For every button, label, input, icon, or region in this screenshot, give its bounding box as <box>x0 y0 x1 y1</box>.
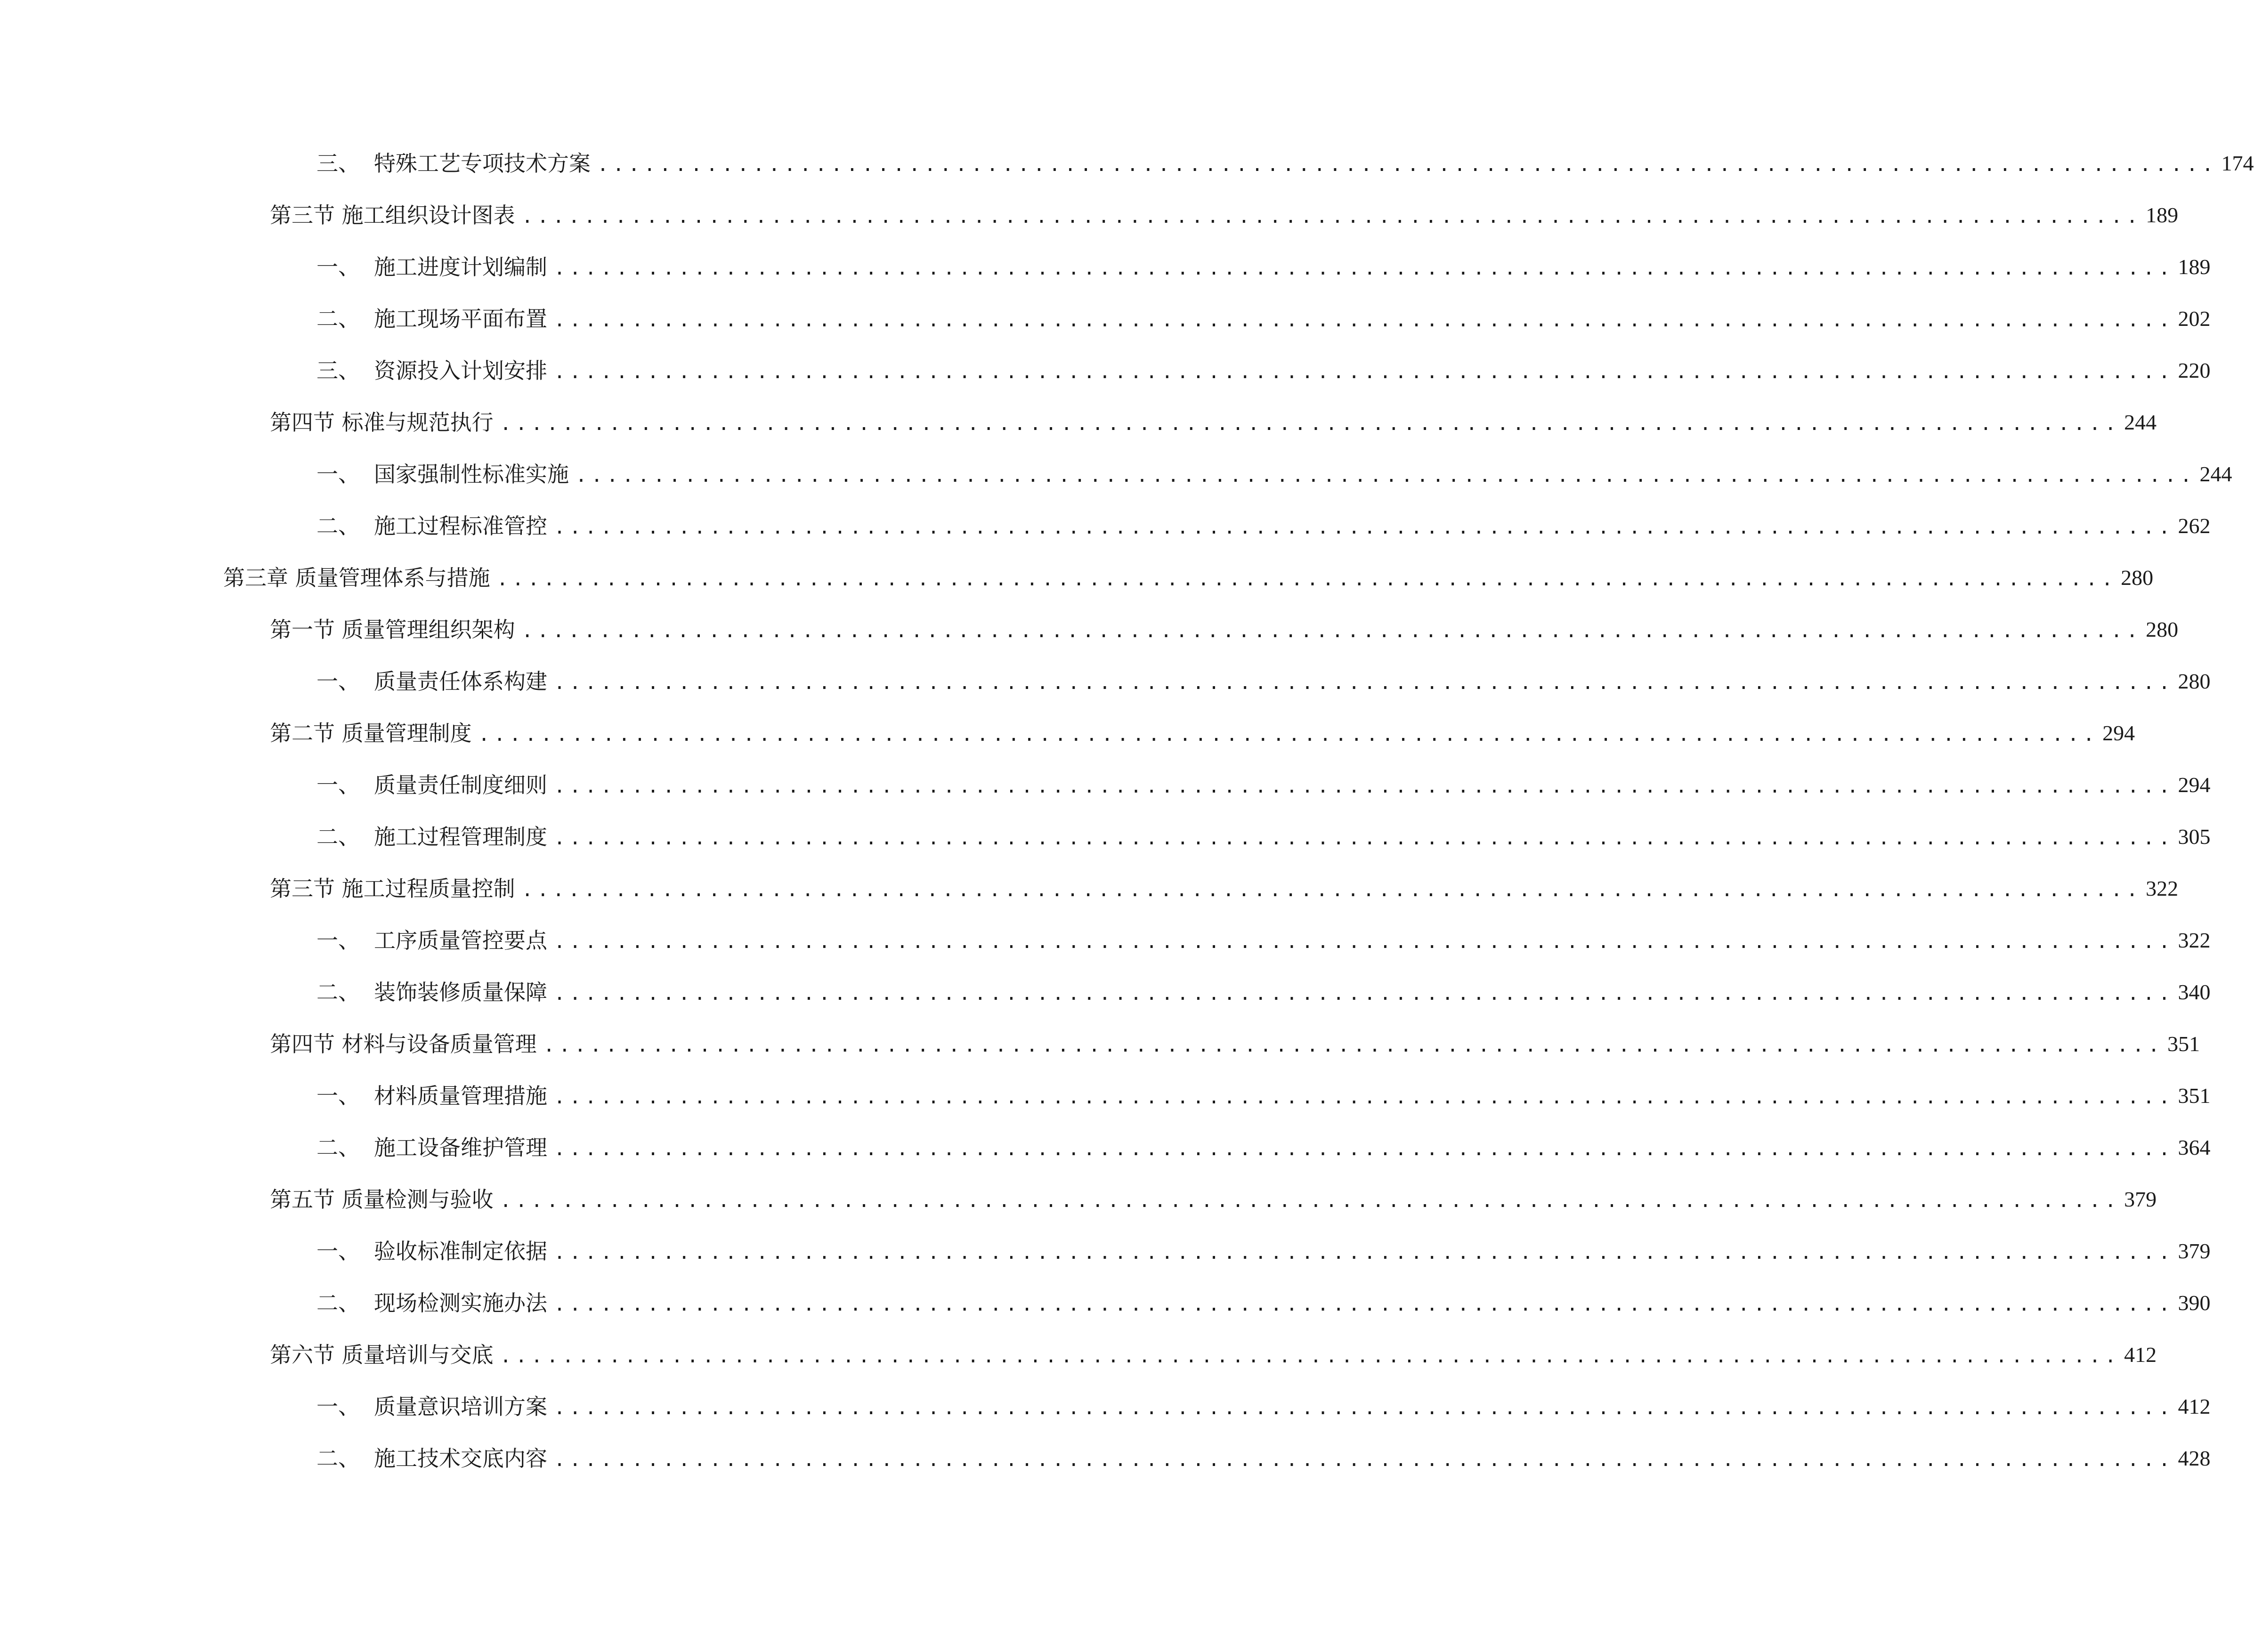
toc-entry[interactable] <box>270 862 2179 901</box>
toc-entry[interactable] <box>270 603 2179 642</box>
toc-number: 二、 <box>316 1290 360 1316</box>
dot-leader: ........................................................................................................ <box>554 672 2174 694</box>
toc-number: 第四节 <box>270 1031 335 1057</box>
toc-entry[interactable] <box>316 1121 2211 1160</box>
toc-number: 第六节 <box>270 1342 335 1368</box>
dot-leader: ........................................................................................................ <box>554 1086 2174 1108</box>
toc-number: 二、 <box>316 824 360 850</box>
toc-number: 二、 <box>316 306 360 332</box>
toc-title: 验收标准制定依据 <box>374 1239 547 1264</box>
toc-entry[interactable] <box>270 1328 2157 1368</box>
toc-number: 一、 <box>316 1083 360 1109</box>
toc-title: 资源投入计划安排 <box>374 358 547 383</box>
toc-page-number: 351 <box>2178 1084 2211 1108</box>
toc-title: 施工现场平面布置 <box>374 306 547 332</box>
toc-title: 特殊工艺专项技术方案 <box>374 151 591 176</box>
toc-entry[interactable] <box>316 1380 2211 1419</box>
dot-leader: ........................................................................................................ <box>496 568 2117 590</box>
dot-leader: ........................................................................................................ <box>576 465 2196 486</box>
toc-gap <box>335 1033 342 1055</box>
toc-title: 工序质量管控要点 <box>374 928 547 953</box>
toc-title: 质量检测与验收 <box>341 1187 494 1212</box>
toc-page-number: 412 <box>2178 1394 2211 1418</box>
toc-page-number: 379 <box>2178 1239 2211 1263</box>
dot-leader: ........................................................................................................ <box>500 1190 2121 1212</box>
toc-number: 二、 <box>316 980 360 1005</box>
toc-page-number: 294 <box>2178 773 2211 797</box>
toc-number: 一、 <box>316 1394 360 1419</box>
toc-gap <box>335 619 342 640</box>
toc-page-number: 294 <box>2102 721 2135 745</box>
toc-entry[interactable] <box>223 551 2154 591</box>
toc-entry[interactable] <box>316 344 2211 383</box>
dot-leader: ........................................................................................................ <box>554 1449 2174 1471</box>
dot-leader: ........................................................................................................ <box>597 154 2218 176</box>
toc-number: 二、 <box>316 513 360 539</box>
toc-entry[interactable] <box>316 810 2211 850</box>
dot-leader: ........................................................................................................ <box>521 206 2142 227</box>
toc-number: 第三章 <box>223 565 288 591</box>
toc-gap <box>335 1189 342 1210</box>
toc-entry[interactable] <box>316 1069 2211 1109</box>
toc-entry[interactable] <box>316 240 2211 280</box>
toc-page-number: 280 <box>2146 617 2179 641</box>
toc-entry[interactable] <box>316 914 2211 953</box>
dot-leader: ........................................................................................................ <box>554 776 2174 797</box>
toc-page-number: 174 <box>2221 151 2254 175</box>
dot-leader: ........................................................................................................ <box>554 361 2174 383</box>
dot-leader: ........................................................................................................ <box>543 1035 2164 1056</box>
toc-entry[interactable] <box>270 706 2135 746</box>
dot-leader: ........................................................................................................ <box>554 1242 2174 1263</box>
toc-number: 一、 <box>316 462 360 487</box>
dot-leader: ........................................................................................................ <box>478 724 2099 745</box>
dot-leader: ........................................................................................................ <box>521 620 2142 642</box>
toc-title: 施工组织设计图表 <box>341 202 515 228</box>
toc-page-number: 220 <box>2178 358 2211 382</box>
toc-page-number: 322 <box>2146 876 2179 900</box>
dot-leader: ........................................................................................................ <box>554 931 2174 953</box>
toc-page-number: 390 <box>2178 1291 2211 1315</box>
toc-page-number: 202 <box>2178 307 2211 331</box>
toc-number: 二、 <box>316 1135 360 1160</box>
toc-page-number: 189 <box>2178 255 2211 279</box>
toc-entry[interactable] <box>316 137 2254 176</box>
toc-title: 标准与规范执行 <box>341 410 494 435</box>
toc-gap <box>335 204 342 226</box>
toc-gap <box>288 567 295 589</box>
dot-leader: ........................................................................................................ <box>554 258 2174 279</box>
toc-page-number: 244 <box>2124 410 2157 434</box>
toc-page-number: 428 <box>2178 1446 2211 1470</box>
toc-page-number: 305 <box>2178 825 2211 849</box>
toc-entry[interactable] <box>316 1276 2211 1316</box>
toc-number: 一、 <box>316 928 360 953</box>
dot-leader: ........................................................................................................ <box>554 1138 2174 1160</box>
toc-number: 第二节 <box>270 721 335 746</box>
toc-entry[interactable] <box>316 1224 2211 1264</box>
toc-page-number: 244 <box>2199 462 2232 486</box>
toc-entry[interactable] <box>316 292 2211 332</box>
toc-gap <box>335 412 342 433</box>
toc-title: 施工过程管理制度 <box>374 824 547 850</box>
dot-leader: ........................................................................................................ <box>554 309 2174 331</box>
toc-number: 三、 <box>316 358 360 383</box>
toc-title: 质量责任体系构建 <box>374 669 547 694</box>
toc-entry[interactable] <box>270 396 2157 435</box>
toc-number: 三、 <box>316 151 360 176</box>
toc-title: 现场检测实施办法 <box>374 1290 547 1316</box>
toc-title: 质量责任制度细则 <box>374 772 547 798</box>
dot-leader: ........................................................................................................ <box>500 1345 2121 1367</box>
toc-entry[interactable] <box>270 188 2179 228</box>
toc-page-number: 280 <box>2178 669 2211 693</box>
dot-leader: ........................................................................................................ <box>500 413 2121 435</box>
toc-entry[interactable] <box>270 1173 2157 1212</box>
toc-entry[interactable] <box>270 1017 2200 1057</box>
toc-title: 材料与设备质量管理 <box>341 1031 537 1057</box>
toc-number: 第四节 <box>270 410 335 435</box>
dot-leader: ........................................................................................................ <box>554 1294 2174 1315</box>
toc-title: 质量管理体系与措施 <box>295 565 490 591</box>
toc-number: 一、 <box>316 254 360 280</box>
toc-number: 第三节 <box>270 876 335 901</box>
toc-entry[interactable] <box>316 965 2211 1005</box>
toc-number: 第一节 <box>270 617 335 642</box>
toc-number: 第五节 <box>270 1187 335 1212</box>
toc-gap <box>335 1344 342 1366</box>
toc-page-number: 379 <box>2124 1187 2157 1211</box>
toc-title: 施工技术交底内容 <box>374 1446 547 1471</box>
toc-title: 质量管理组织架构 <box>341 617 515 642</box>
toc-page-number: 322 <box>2178 928 2211 952</box>
toc-title: 施工过程标准管控 <box>374 513 547 539</box>
toc-page-number: 351 <box>2167 1032 2200 1056</box>
toc-page-number: 340 <box>2178 980 2211 1004</box>
toc-title: 材料质量管理措施 <box>374 1083 547 1109</box>
toc-title: 质量培训与交底 <box>341 1342 494 1368</box>
dot-leader: ........................................................................................................ <box>554 1397 2174 1419</box>
toc-entry[interactable] <box>316 1432 2211 1471</box>
toc-title: 质量意识培训方案 <box>374 1394 547 1419</box>
toc-page-number: 280 <box>2121 566 2154 590</box>
toc-page-number: 412 <box>2124 1343 2157 1367</box>
toc-entry[interactable] <box>316 447 2232 487</box>
toc-page-number: 189 <box>2146 203 2179 227</box>
toc-title: 质量管理制度 <box>341 721 472 746</box>
toc-title: 施工设备维护管理 <box>374 1135 547 1160</box>
toc-title: 国家强制性标准实施 <box>374 462 569 487</box>
dot-leader: ........................................................................................................ <box>554 517 2174 538</box>
toc-entry[interactable] <box>316 655 2211 694</box>
toc-page-number: 364 <box>2178 1135 2211 1159</box>
toc-number: 第三节 <box>270 202 335 228</box>
toc-page-number: 262 <box>2178 514 2211 538</box>
dot-leader: ........................................................................................................ <box>554 983 2174 1004</box>
dot-leader: ........................................................................................................ <box>554 827 2174 849</box>
toc-gap <box>335 878 342 899</box>
toc-title: 施工进度计划编制 <box>374 254 547 280</box>
toc-number: 二、 <box>316 1446 360 1471</box>
toc-number: 一、 <box>316 1239 360 1264</box>
toc-entry[interactable] <box>316 758 2211 798</box>
toc-title: 施工过程质量控制 <box>341 876 515 901</box>
toc-entry[interactable] <box>316 499 2211 539</box>
dot-leader: ........................................................................................................ <box>521 879 2142 901</box>
toc-gap <box>335 722 342 744</box>
toc-title: 装饰装修质量保障 <box>374 980 547 1005</box>
toc-number: 一、 <box>316 772 360 798</box>
toc-number: 一、 <box>316 669 360 694</box>
